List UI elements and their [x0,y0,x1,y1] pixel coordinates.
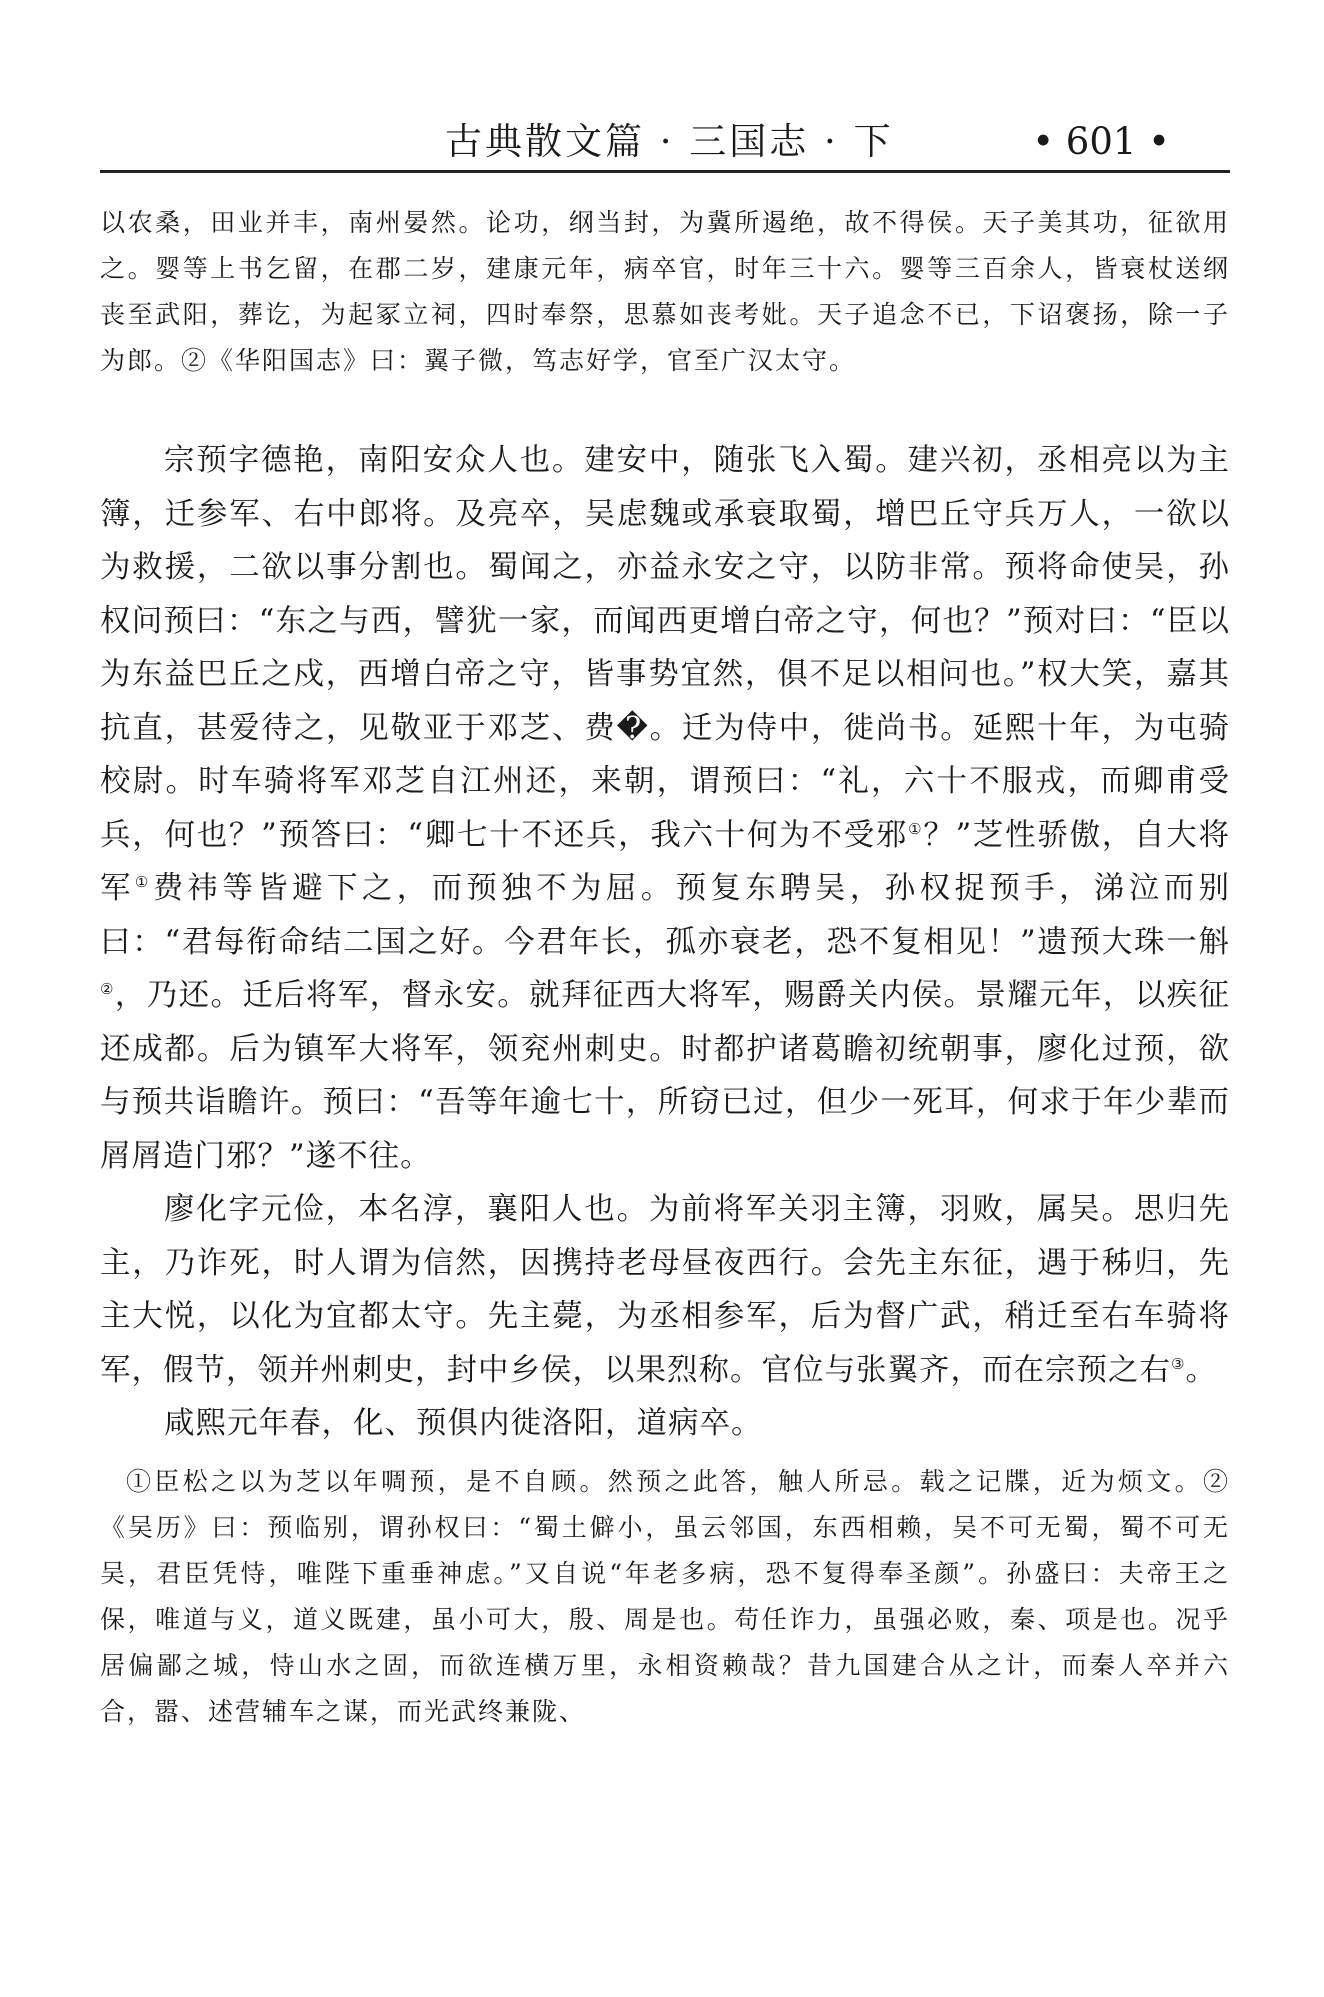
running-title: 古典散文篇 · 三国志 · 下 [445,120,894,163]
page-body [100,200,1230,1735]
footnote-marker: ③ [1171,1354,1186,1373]
footnote-marker: ② [100,980,115,998]
text-run: 宗预字德艳，南阳安众人也。建安中，随张飞入蜀。建兴初，丞相亮以为主簿，迁参军、右中郎将。及亮卒，吴虑魏或承衰取蜀，增巴丘守兵万人，一欲以为救援，二欲以事分割也。蜀闻之，亦益永安之守，以防非常。预将命使吴，孙权问预曰：“东之与西，譬犹一家，而闻西更增白帝之守，何也？”预对曰：“臣以为东益巴丘之戍，西增白帝之守，皆事势宜然，俱不足以相问也。”权大笑，嘉其抗直，甚爱待之，见敬亚于邓芝、费�。迁为侍中，徙尚书。延熙十年，为屯骑校尉。时车骑将军邓芝自江州还，来朝，谓预曰：“礼，六十不服戎，而卿甫受兵，何也？”预答曰：“卿七十不还兵，我六十何为不受邪 [100,443,1230,853]
footnote-marker: ① [134,873,153,891]
text-run: 廖化字元俭，本名淳，襄阳人也。为前将军关羽主簿，羽败，属吴。思归先主，乃诈死，时人谓为信然，因携持老母昼夜西行。会先主东征，遇于秭归，先主大悦，以化为宜都太守。先主薨，为丞相参军，后为督广武，稍迁至右车骑将军，假节，领并州刺史，封中乡侯，以果烈称。官位与张翼齐，而在宗预之右 [100,1192,1230,1388]
page-number: • 601 • [1032,120,1170,163]
paragraph-zong-yu [100,434,1230,1183]
text-run: 费祎等皆避下之，而预独不为屈。预复东聘吴，孙权捉预手，涕泣而别曰：“君每衔命结二国之好。今君年长，孤亦衰老，恐不复相见！”遗预大珠一斛 [100,871,1231,960]
text-run: 。 [1185,1352,1217,1388]
text-run: ，乃还。迁后将军，督永安。就拜征西大将军，赐爵关内侯。景耀元年，以疾征还成都。后为镇军大将军，领兖州刺史。时都护诸葛瞻初统朝事，廖化过预，欲与预共诣瞻许。预曰：“吾等年逾七十，所窃已过，但少一死耳，何求于年少辈而屑屑造门邪？”遂不往。 [100,978,1231,1174]
paragraph-xianxi: 咸熙元年春，化、预俱内徙洛阳，道病卒。 [164,1406,763,1441]
note-gap [100,1451,1230,1459]
section-gap [100,384,1230,434]
top-annotation: 以农桑，田业并丰，南州晏然。论功，纲当封，为冀所遏绝，故不得侯。天子美其功，征欲用之。婴等上书乞留，在郡二岁，建康元年，病卒官，时年三十六。婴等三百余人，皆衰杖送纲丧至武阳，葬讫，为起冢立祠，四时奉祭，思慕如丧考妣。天子追念不已，下诏褒扬，除一子为郎。②《华阳国志》曰：翼子微，笃志好学，官至广汉太守。 [100,208,1230,375]
running-header [100,112,1230,172]
bottom-annotation: ①臣松之以为芝以年啁预，是不自顾。然预之此答，触人所忌。载之记牒，近为烦文。②《吴历》曰：预临别，谓孙权曰：“蜀土僻小，虽云邻国，东西相赖，吴不可无蜀，蜀不可无吴，君臣凭恃，唯陛下重垂神虑。”又自说“年老多病，恐不复得奉圣颜”。孙盛曰：夫帝王之保，唯道与义，道义既建，虽小可大，殷、周是也。苟任诈力，虽强必败，秦、项是也。况乎居偏鄙之城，恃山水之固，而欲连横万里，永相资赖哉？昔九国建合从之计，而秦人卒并六合，嚣、述营辅车之谋，而光武终兼陇、 [100,1466,1230,1726]
paragraph-liao-hua [100,1183,1230,1397]
footnote-marker: ① [908,819,924,838]
text-run: ？”芝性骄傲，自大将军 [100,817,1231,906]
header-rule [100,170,1230,173]
